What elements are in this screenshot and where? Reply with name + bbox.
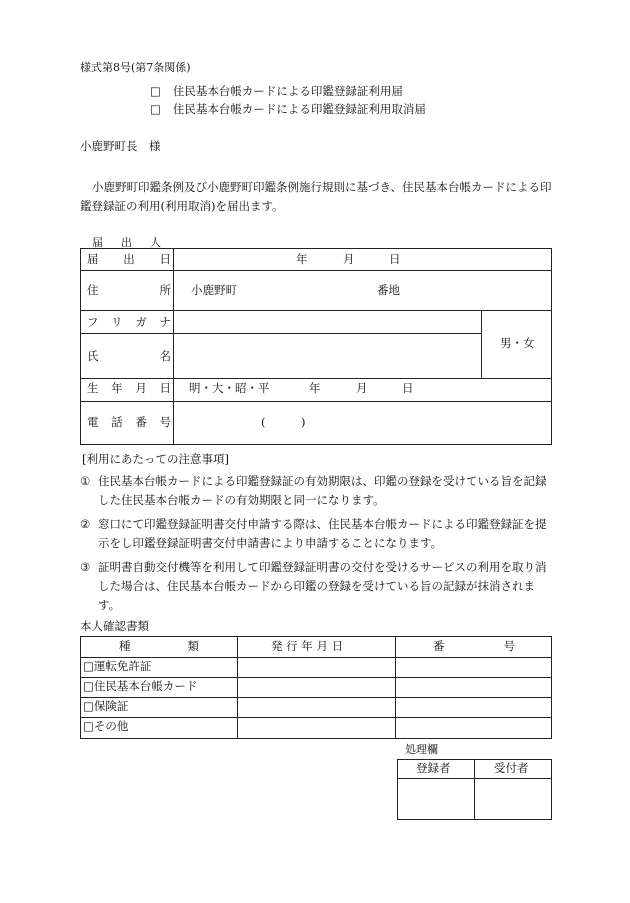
address-town: 小鹿野町: [191, 283, 237, 297]
receiver-header: 受付者: [494, 761, 529, 775]
birth-day-unit: 日: [402, 381, 414, 395]
phone-paren-open: (: [261, 415, 266, 429]
col-type-header: 種 類: [119, 639, 199, 653]
birthdate-label: 生 年 月 日: [87, 381, 171, 395]
option-usage-label: 住民基本台帳カードによる印鑑登録証利用届: [172, 84, 403, 98]
intro-paragraph: 小鹿野町印鑑条例及び小鹿野町印鑑条例施行規則に基づき、住民基本台帳カードによる印鑑登録証の利用(利用取消)を届出ます。: [80, 180, 552, 213]
note-text: 証明書自動交付機等を利用して印鑑登録証明書の交付を受けるサービスの利用を取り消した場合は、住民基本台帳カードから印鑑の登録を受けている旨の記録が抹消されます。: [98, 560, 547, 612]
notes-heading: [利用にあたっての注意事項]: [82, 452, 229, 466]
registrar-header: 登録者: [416, 761, 451, 775]
date-month-unit: 月: [343, 252, 355, 266]
birth-era-options[interactable]: 明・大・昭・平: [189, 381, 270, 395]
col-number-header: 番 号: [433, 639, 515, 653]
birth-month-unit: 月: [356, 381, 368, 395]
option-usage-notification[interactable]: [150, 86, 403, 98]
note-number: ③: [80, 560, 91, 574]
phone-label: 電 話 番 号: [87, 415, 171, 429]
date-label: 届 出 日: [87, 252, 171, 266]
phone-paren-close: ): [301, 415, 306, 429]
address-label: 住 所: [87, 283, 171, 297]
checkbox-usage[interactable]: □: [150, 84, 161, 98]
processing-title: 処理欄: [405, 743, 438, 756]
notifier-table: [80, 248, 552, 445]
note-text: 窓口にて印鑑登録証明書交付申請する際は、住民基本台帳カードによる印鑑登録証を提示をし印鑑登録証明書交付申請書により申請することになります。: [98, 517, 547, 550]
option-cancel-notification[interactable]: [150, 104, 426, 116]
note-text: 住民基本台帳カードによる印鑑登録証の有効期限は、印鑑の登録を受けている旨を記録した住民基本台帳カードの有効期限と同一になります。: [98, 474, 547, 507]
col-issue-date-header: 発 行 年 月 日: [271, 639, 344, 653]
processing-table: [397, 759, 552, 820]
birth-year-unit: 年: [309, 381, 321, 395]
id-docs-table: [80, 636, 552, 739]
notifier-section-label: 届出人: [92, 236, 179, 249]
id-docs-title: 本人確認書類: [80, 619, 149, 633]
form-number: 様式第8号(第7条関係): [80, 61, 191, 74]
note-number: ①: [80, 474, 91, 488]
addressee: 小鹿野町長 様: [80, 139, 161, 153]
name-label: 氏 名: [87, 349, 171, 363]
address-banchi: 番地: [377, 283, 400, 297]
gender-options[interactable]: 男・女: [500, 336, 535, 350]
note-number: ②: [80, 517, 91, 531]
checkbox-cancel[interactable]: □: [150, 102, 161, 116]
id-doc-other[interactable]: □その他: [83, 719, 129, 733]
furigana-label: フ リ ガ ナ: [87, 315, 171, 329]
id-doc-drivers-license[interactable]: □運転免許証: [83, 659, 152, 673]
id-doc-insurance-card[interactable]: □保険証: [83, 699, 129, 713]
date-year-unit: 年: [296, 252, 308, 266]
date-day-unit: 日: [389, 252, 401, 266]
option-cancel-label: 住民基本台帳カードによる印鑑登録証利用取消届: [172, 102, 426, 116]
id-doc-resident-card[interactable]: □住民基本台帳カード: [83, 679, 198, 693]
